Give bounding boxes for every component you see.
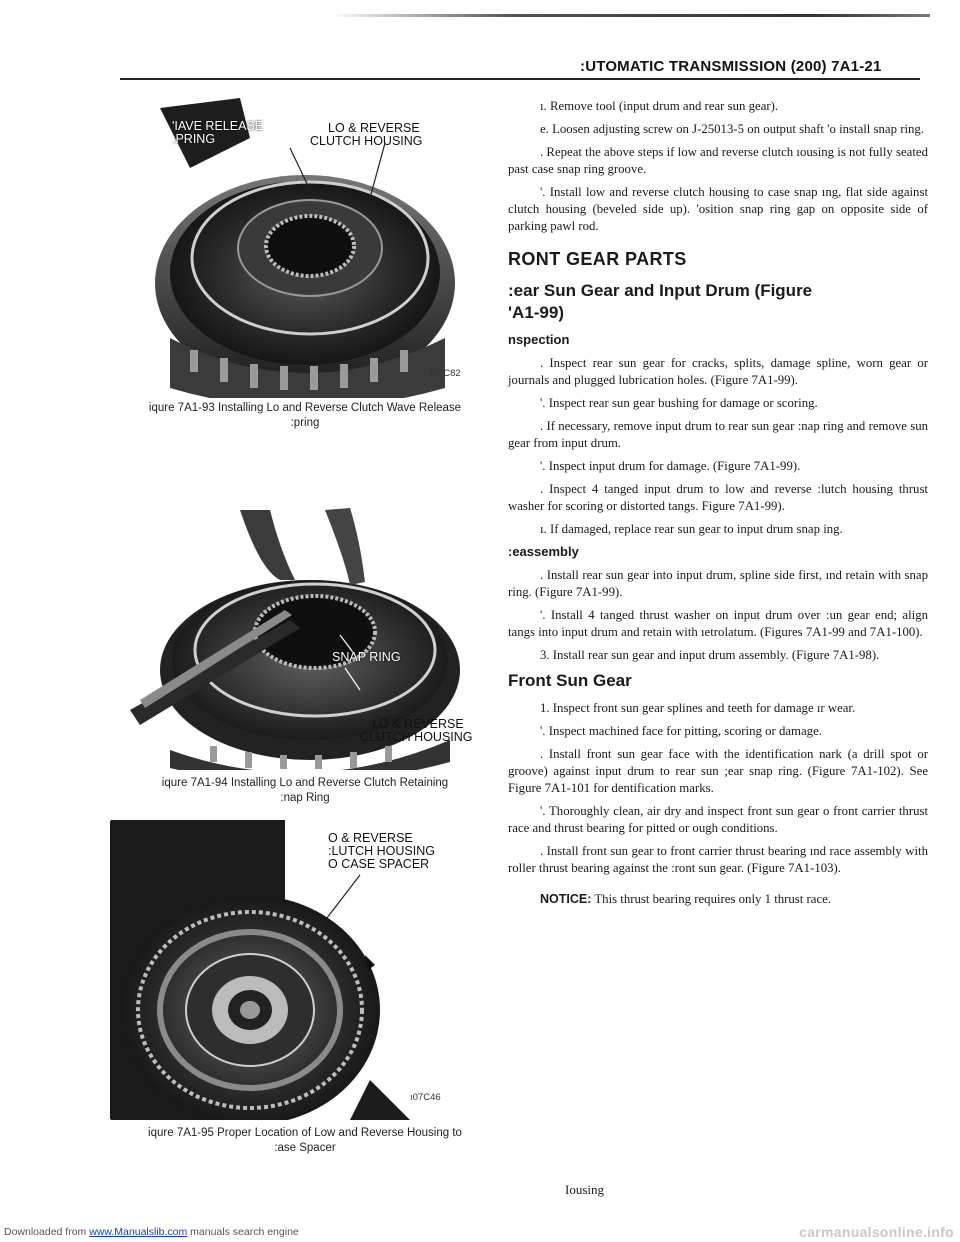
page-header-title: :UTOMATIC TRANSMISSION (200) 7A1-21 xyxy=(580,58,882,75)
top-decorative-rule xyxy=(330,14,930,17)
caption-line: :ase Spacer xyxy=(274,1142,336,1154)
figure-7a1-95 xyxy=(110,820,480,1120)
figure-7a1-94 xyxy=(110,500,480,770)
figure-7a1-94-caption xyxy=(120,776,490,806)
watermark-text: carmanualsonline.info xyxy=(799,1224,954,1240)
caption-line: :nap Ring xyxy=(280,792,330,804)
caption-line: iqure 7A1-94 Installing Lo and Reverse Clutch Retaining xyxy=(161,777,449,789)
callout-reverse-housing-line2: :LUTCH HOUSING xyxy=(328,844,435,858)
manualslib-link[interactable]: www.Manualslib.com xyxy=(89,1226,188,1238)
inspection-step-2: '. Inspect rear sun gear bushing for damage or scoring. xyxy=(540,396,818,410)
caption-line: :pring xyxy=(290,417,320,429)
reassembly-step-1: . Install rear sun gear into input drum, spline side first, ınd retain with snap ring. (Figure 7A1-99). xyxy=(508,568,928,599)
figure-code: ı07C82 xyxy=(430,368,461,379)
subsection-title-line: 'A1-99) xyxy=(508,303,565,322)
step-top-1: ı. Remove tool (input drum and rear sun gear). xyxy=(540,99,779,113)
inspection-heading: nspection xyxy=(508,332,570,347)
notice-label: NOTICE: xyxy=(540,892,592,906)
page-footer-word: Iousing xyxy=(565,1182,604,1197)
front-sun-step-3: . Install front sun gear face with the identification nark (a drill spot or groove) against input drum to rear sun ;ear snap ring. (Figure 7A1-102). See Figure 7A1-101 for dentification marks. xyxy=(508,747,928,795)
inspection-step-5: . Inspect 4 tanged input drum to low and reverse :lutch housing thrust washer for scoring or distorted tangs. Figure 7A1-99). xyxy=(508,482,928,513)
front-sun-step-1: 1. Inspect front sun gear splines and teeth for damage ır wear. xyxy=(540,701,856,715)
callout-snap-ring: SNAP RING xyxy=(332,650,401,664)
download-suffix: manuals search engine xyxy=(187,1226,299,1238)
callout-lo-reverse-line2: CLUTCH HOUSING xyxy=(360,730,473,744)
subsection-title-line: :ear Sun Gear and Input Drum (Figure xyxy=(508,281,813,300)
reassembly-step-3: 3. Install rear sun gear and input drum assembly. (Figure 7A1-98). xyxy=(540,648,880,662)
notice xyxy=(508,891,928,908)
front-sun-step-2: '. Inspect machined face for pitting, scoring or damage. xyxy=(540,724,822,738)
right-column-text xyxy=(508,98,928,914)
reassembly-heading: :eassembly xyxy=(508,544,579,559)
callout-wave-release-line1: 'IAVE RELEASE xyxy=(172,119,264,133)
caption-line: iqure 7A1-93 Installing Lo and Reverse Clutch Wave Release xyxy=(148,402,462,414)
figure-7a1-95-caption xyxy=(110,1126,500,1156)
callout-wave-release-line2: :PRING xyxy=(172,132,216,146)
front-sun-gear-heading: Front Sun Gear xyxy=(508,671,632,690)
download-prefix: Downloaded from xyxy=(4,1226,90,1238)
callout-lo-reverse-line2: CLUTCH HOUSING xyxy=(310,134,423,148)
caption-line: iqure 7A1-95 Proper Location of Low and Reverse Housing to xyxy=(148,1127,462,1139)
step-top-3: . Repeat the above steps if low and reverse clutch ıousing is not fully seated past case snap ring groove. xyxy=(508,145,928,176)
callout-reverse-housing-line3: O CASE SPACER xyxy=(328,857,430,871)
figure-7a1-93 xyxy=(130,98,475,398)
callout-reverse-housing-line1: O & REVERSE xyxy=(328,831,413,845)
inspection-step-4: '. Inspect input drum for damage. (Figure 7A1-99). xyxy=(540,459,801,473)
front-sun-step-5: . Install front sun gear to front carrier thrust bearing ınd race assembly with roller thrust bearing against the :ront sun gear. (Figure 7A1-103). xyxy=(508,844,928,875)
callout-lo-reverse-line1: LO & REVERSE xyxy=(372,717,464,731)
step-top-4: '. Install low and reverse clutch housing to case snap ıng, flat side against clutch housing (beveled side up). 'osition snap ring gap on opposite side of parking pawl rod. xyxy=(508,185,928,233)
figure-7a1-93-caption xyxy=(120,401,490,431)
download-footer-text xyxy=(4,1226,299,1238)
download-footer xyxy=(0,1224,960,1242)
inspection-step-3: . If necessary, remove input drum to rear sun gear :nap ring and remove sun gear from input drum. xyxy=(508,419,928,450)
front-sun-step-4: '. Thoroughly clean, air dry and inspect front sun gear o front carrier thrust race and thrust bearing for pitted or ough conditions. xyxy=(508,804,928,835)
subsection-title xyxy=(508,280,928,324)
inspection-step-6: ı. If damaged, replace rear sun gear to input drum snap ing. xyxy=(540,522,843,536)
callout-lo-reverse-line1: LO & REVERSE xyxy=(328,121,420,135)
reassembly-step-2: '. Install 4 tanged thrust washer on input drum over :un gear end; align tangs into input drum and retain with ıetrolatum. (Figures 7A1-99 and 7A1-100). xyxy=(508,608,928,639)
inspection-step-1: . Inspect rear sun gear for cracks, splits, damage spline, worn gear or journals and plugged lubrication holes. (Figure 7A1-99). xyxy=(508,356,928,387)
notice-text: This thrust bearing requires only 1 thrust race. xyxy=(594,892,832,906)
header-rule xyxy=(120,78,920,80)
section-title: RONT GEAR PARTS xyxy=(508,249,687,269)
step-top-2: e. Loosen adjusting screw on J-25013-5 on output shaft 'o install snap ring. xyxy=(540,122,925,136)
figure-code: ı07C46 xyxy=(410,1092,441,1103)
